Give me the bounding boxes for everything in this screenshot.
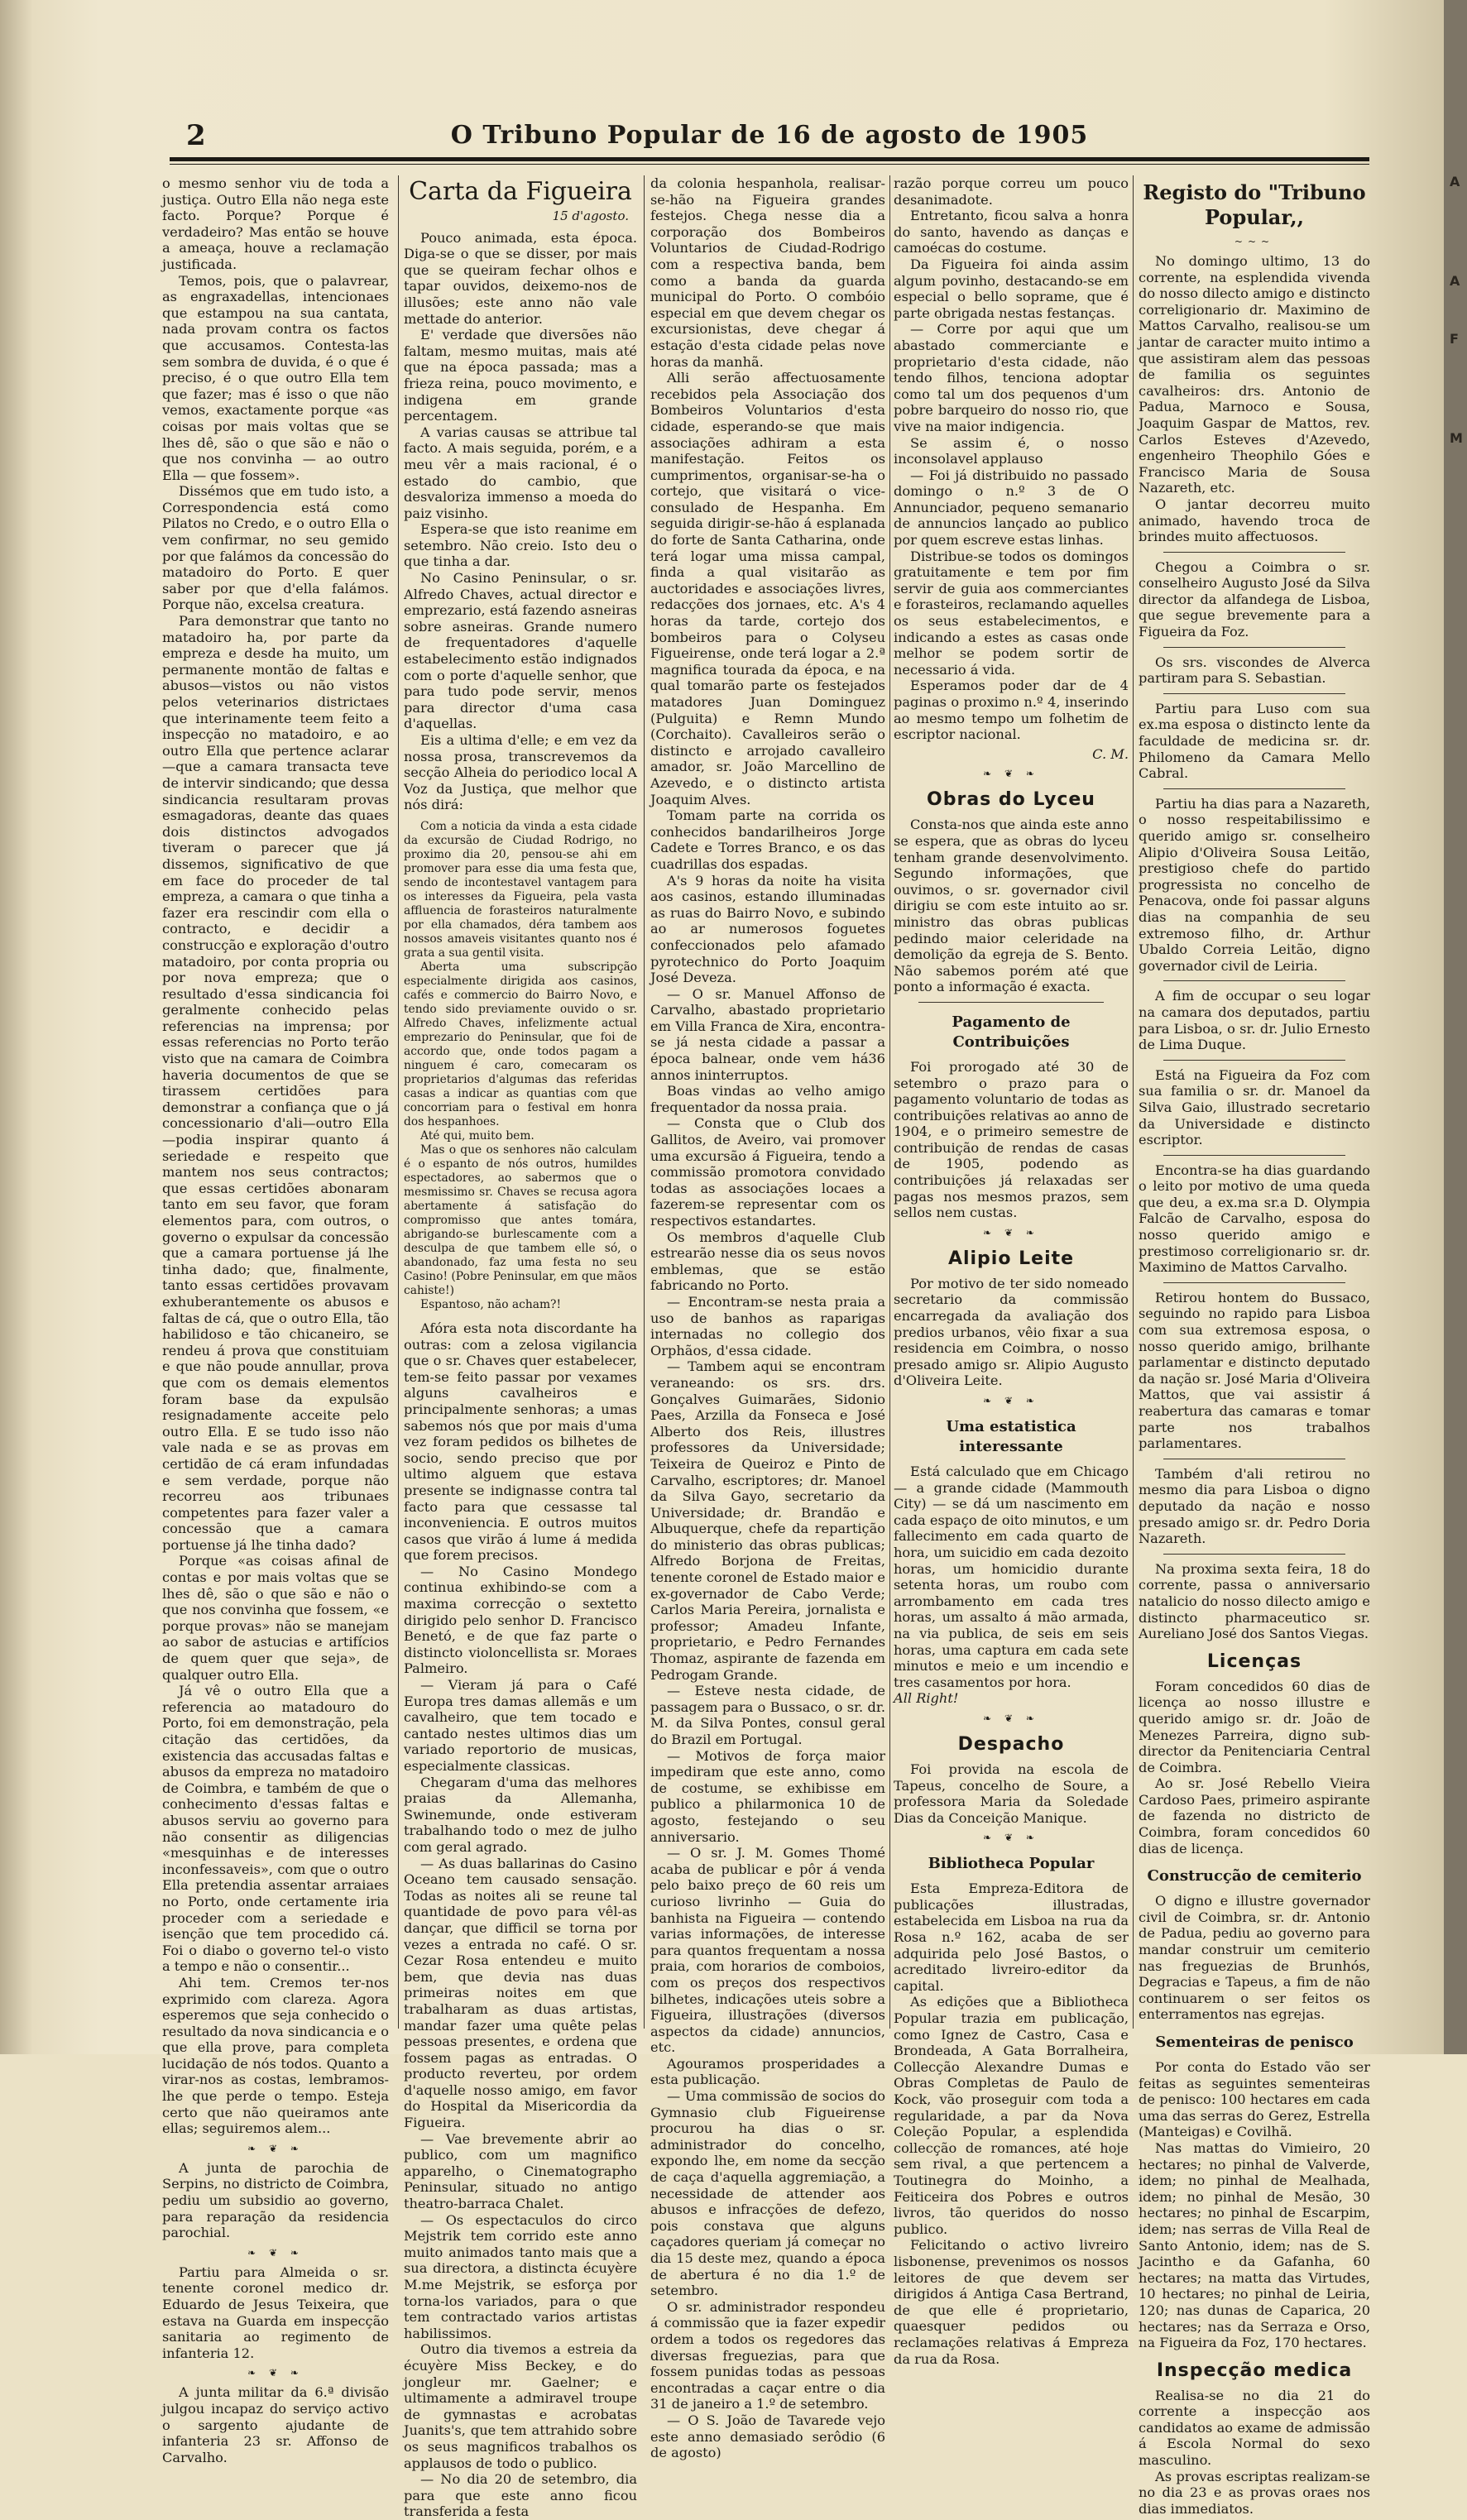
- article-paragraph: Espera-se que isto reanime em setembro. Não creio. Isto deu o que tinha a dar.: [404, 521, 637, 570]
- quote-paragraph: Aberta uma subscripção especialmente dirigida aos casinos, cafés e commercio do Bairro Novo, e tendo sido previamente ouvido o sr. Alfredo Chaves, infelizmente actual emprezario do Peninsular, que foi de accordo que, onde todos pagam a ninguem é caro, comecaram os proprietarios d'algumas das referidas casas a indicar as quantias com que concorriam para o festival em honra dos hespanhoes.: [404, 960, 637, 1128]
- page-number: 2: [186, 119, 206, 152]
- news-item: Foi prorogado até 30 de setembro o prazo para o pagamento voluntario de todas as contribuições relativas ao anno de 1904, e o primeiro semestre de contribuição de rendas de casas de 1905, podendo as contribuições já relaxadas ser pagas nos mesmos prazos, sem sellos nem custas.: [894, 1058, 1129, 1221]
- news-item: Esta Empreza-Editora de publicações illustradas, estabelecida em Lisboa na rua da Rosa n.º 162, acaba de ser adquirida pelo José Bastos, o acreditado livreiro-editor da capital.: [894, 1880, 1129, 1994]
- news-item: A junta militar da 6.ª divisão julgou incapaz do serviço activo o sargento ajudante de infanteria 23 sr. Affonso de Carvalho.: [162, 2384, 389, 2465]
- section-heading: Uma estatistica interessante: [946, 1418, 1076, 1455]
- article-paragraph: — Esteve nesta cidade, de passagem para o Bussaco, o sr. dr. M. da Silva Pontes, consul geral do Brazil em Portugal.: [650, 1683, 885, 1747]
- section-heading: Construcção de cemiterio: [1147, 1867, 1362, 1885]
- news-item: No domingo ultimo, 13 do corrente, na esplendida vivenda do nosso dilecto amigo e distincto correligionario dr. Maximino de Mattos Carvalho, realisou-se um jantar de caracter muito intimo a que assistiram alem das pessoas de familia os seguintes cavalheiros: drs. Antonio de Padua, Marnoco e Sousa, Joaquim Gaspar de Mattos, rev. Carlos Esteves d'Azevedo, engenheiro Theophilo Góes e Francisco Maria de Sousa Nazareth, etc.: [1139, 253, 1370, 496]
- divider-rule: [1163, 788, 1345, 789]
- adjacent-page-letter: A: [1450, 174, 1460, 189]
- news-item: Está na Figueira da Foz com sua familia o sr. dr. Manoel da Silva Gaio, illustrado secretario da Universidade e distincto escriptor.: [1139, 1066, 1370, 1148]
- section-heading: Licenças: [1206, 1650, 1302, 1672]
- article-paragraph: Esperamos poder dar de 4 paginas o proximo n.º 4, inserindo ao mesmo tempo um folhetim de escriptor nacional.: [894, 678, 1129, 743]
- quote-paragraph: Até qui, muito bem.: [420, 1128, 535, 1143]
- article-paragraph: — As duas ballarinas do Casino Oceano tem causado sensação. Todas as noites ali se reune tal quantidade de povo para vêl-as dançar, que difficil se torna por vezes a entrada no café. O sr. Cezar Rosa entendeu e muito bem, que devia nas duas primeiras noites em que trabalharam as duas artistas, mandar fazer uma quête pelas pessoas presentes, e ordena que fossem pagas as entradas. O producto reverteu, por ordem d'aquelle nosso amigo, em favor do Hospital da Misericordia da Figueira.: [404, 1855, 637, 2131]
- news-item: A fim de occupar o seu logar na camara dos deputados, partiu para Lisboa, o sr. dr. Julio Ernesto de Lima Duque.: [1139, 988, 1370, 1053]
- article-paragraph: E' verdade que diversões não faltam, mesmo muitas, mais até que na época passada; mas a frieza reina, pouco movimento, e indigena em grande percentagem.: [404, 327, 637, 424]
- page-binding-edge: [1444, 0, 1467, 2054]
- article-paragraph: Entretanto, ficou salva a honra do santo, havendo as danças e camoécas do costume.: [894, 208, 1129, 256]
- divider-rule: [1163, 1155, 1345, 1156]
- quote-paragraph: Com a noticia da vinda a esta cidade da excursão de Ciudad Rodrigo, no proximo dia 20, pensou-se ahi em promover para esse dia uma festa que, sendo de incontestavel vantagem para os interesses da Figueira, pela vasta affluencia de forasteiros naturalmente por ella chamados, déra tambem aos nossos amaveis visitantes quanto nos é grata a sua gentil visita.: [404, 819, 637, 960]
- article-paragraph: No Casino Peninsular, o sr. Alfredo Chaves, actual director e emprezario, está fazendo asneiras sobre asneiras. Grande numero de frequentadores d'aquelle estabelecimento estão indignados com o porte d'aquelle senhor, que para tudo pode servir, menos para director d'uma casa d'aquellas.: [404, 570, 637, 732]
- article-paragraph: — Tambem aqui se encontram veraneando: os srs. drs. Gonçalves Guimarães, Sidonio Paes, Arzilla da Fonseca e José Alberto dos Reis, illustres professores da Universidade; Teixeira de Queiroz e Pinto de Carvalho, escriptores; dr. Manoel da Silva Gayo, secretario da Universidade; dr. Brandão e Albuquerque, chefe da repartição do ministerio das obras publicas; Alfredo Borjona de Freitas, tenente coronel de Estado maior e ex-governador de Cabo Verde; Carlos Maria Pereira, jornalista e professor; Amadeu Infante, proprietario, e Pedro Fernandes Thomaz, aspirante de fazenda em Pedrogam Grande.: [650, 1358, 885, 1683]
- news-item: Foram concedidos 60 dias de licença ao nosso illustre e querido amigo sr. dr. João de Menezes Parreira, digno sub-director da Penitenciaria Central de Coimbra.: [1139, 1678, 1370, 1775]
- column-1: [162, 175, 390, 2465]
- article-paragraph: Eis a ultima d'elle; e em vez da nossa prosa, transcrevemos da secção Alheia do periodico local A Voz da Justiça, que melhor que nós dirá:: [404, 732, 637, 813]
- ornament-divider: ❧ ❦ ❧: [247, 2367, 304, 2379]
- article-paragraph: Afóra esta nota discordante ha outras: com a zelosa vigilancia que o sr. Chaves quer estabelecer, tem-se feito passar por vexames alguns cavalheiros e principalmente senhoras; a umas sabemos nós que por mais d'uma vez foram pedidos os bilhetes de socio, sendo preciso que por ultimo alguem que estava presente se indignasse contra tal facto para que cessasse tal inconveniencia. E outros muitos casos que virão á lume á medida que forem precisos.: [404, 1320, 637, 1564]
- article-paragraph: A's 9 horas da noite ha visita aos casinos, estando illuminadas as ruas do Bairro Novo, e subindo ao ar numerosos foguetes confeccionados pelo afamado pyrotechnico do Porto Joaquim José Deveza.: [650, 872, 885, 986]
- article-paragraph: — Os espectaculos do circo Mejstrik tem corrido este anno muito animados tanto mais que a sua directora, a distincta écuyère M.me Mejstrik, se esforça por torna-los variados, para o que tem contractado varios artistas habilissimos.: [404, 2211, 637, 2341]
- column-2: [404, 175, 637, 2520]
- news-item: Felicitando o activo livreiro lisbonense, prevenimos os nossos leitores de que devem ser dirigidos á Antiga Casa Bertrand, de que elle é proprietario, quaesquer pedidos ou reclamações relativas á Empreza da rua da Rosa.: [894, 2237, 1129, 2367]
- article-paragraph: — Motivos de força maior impediram que este anno, como de costume, se exhibisse em publico a philarmonica 10 de agosto, festejando o seu anniversario.: [650, 1747, 885, 1845]
- column-divider: [1133, 175, 1134, 2029]
- article-paragraph: Se assim é, o nosso inconsolavel applauso: [894, 434, 1129, 467]
- quoted-excerpt: [404, 820, 637, 1312]
- column-4: [894, 175, 1129, 2367]
- quote-paragraph: Mas o que os senhores não calculam é o espanto de nós outros, humildes espectadores, ao sabermos que o mesmissimo sr. Chaves se recusa agora abertamente á satisfação do compromisso que antes tomára, abrigando-se burlescamente com a desculpa de que tambem elle só, o abandonado, faz uma festa no seu Casino! (Pobre Peninsular, em que mãos cahiste!): [404, 1143, 637, 1297]
- news-item: Por motivo de ter sido nomeado secretario da commissão encarregada da avaliação dos predios urbanos, vêio fixar a sua residencia em Coimbra, o nosso presado amigo sr. Alipio Augusto d'Oliveira Leite.: [894, 1275, 1129, 1389]
- article-paragraph: — Encontram-se nesta praia a uso de banhos as raparigas internadas no collegio dos Orphãos, d'essa cidade.: [650, 1293, 885, 1358]
- masthead: [170, 121, 1369, 154]
- header-rule: [170, 157, 1369, 161]
- adjacent-page-letter: M: [1450, 430, 1463, 446]
- divider-rule: [1163, 1282, 1345, 1283]
- article-paragraph: Dissémos que em tudo isto, a Correspondencia está como Pilatos no Credo, e o outro Ella o vem confirmar, no seu gemido por que falámos da concessão do matadoiro do Porto. E quer saber por que d'ella falámos. Porque não, excelsa creatura.: [162, 483, 389, 613]
- news-item: Encontra-se ha dias guardando o leito por motivo de uma queda que deu, a ex.ma sr.a D. Olympia Falcão de Carvalho, esposa do nosso querido amigo e prestimoso correligionario sr. dr. Maximino de Mattos Carvalho.: [1139, 1162, 1370, 1276]
- news-item: Partiu para Almeida o sr. tenente coronel medico dr. Eduardo de Jesus Teixeira, que estava na Guarda em inspecção sanitaria ao regimento de infanteria 12.: [162, 2264, 389, 2361]
- news-item: Nas mattas do Vimieiro, 20 hectares; no pinhal de Valverde, idem; no pinhal de Mealhada, idem; no pinhal de Mesão, 30 hectares; no pinhal de Escarpim, idem; nas serras de Villa Real de Santo Antonio, idem; nas de S. Jacintho e da Gafanha, 60 hectares; na matta das Virtudes, 10 hectares; no pinhal de Leiria, 120; nas dunas de Caparica, 20 hectares; nas da Serraza e Orso, na Figueira da Foz, 170 hectares.: [1139, 2139, 1370, 2351]
- ornament-divider: ❧ ❦ ❧: [247, 2246, 304, 2259]
- news-item: Na proxima sexta feira, 18 do corrente, passa o anniversario natalicio do nosso dilecto amigo e distincto pharmaceutico sr. Aureliano José dos Santos Viegas.: [1139, 1560, 1370, 1642]
- article-paragraph: O sr. administrador respondeu á commissão que ia fazer expedir ordem a todos os regedores das diversas freguezias, para que fossem punidas todas as pessoas encontradas a caçar entre o dia 31 de janeiro a 1.º de setembro.: [650, 2298, 885, 2412]
- article-paragraph: Já vê o outro Ella que a referencia ao matadouro do Porto, foi em demonstração, pela citação das certidões, da existencia das accusadas faltas e abusos da empreza no matadoiro de Coimbra, e também de que o conhecimento d'essas faltas e abusos serviu ao governo para não consentir as diligencias «mesquinhas e de interesses inconfessaveis», com que o outro Ella pretendia assentar arraiaes no Porto, onde certamente iria proceder com a seriedade e isenção que tem procedido cá. Foi o diabo o governo tel-o visto a tempo e não o consentir...: [162, 1683, 389, 1975]
- article-paragraph: Os membros d'aquelle Club estrearão nesse dia os seus novos emblemas, que se estão fabricando no Porto.: [650, 1229, 885, 1294]
- news-item: Retirou hontem do Bussaco, seguindo no rapido para Lisboa com sua extremosa esposa, o nosso querido amigo, brilhante parlamentar e distincto deputado da nação sr. José Maria d'Oliveira Mattos, que vai assistir á reabertura das camaras e tomar parte nos trabalhos parlamentares.: [1139, 1289, 1370, 1452]
- header-rule-thin: [170, 164, 1369, 165]
- article-paragraph: Distribue-se todos os domingos gratuitamente e tem por fim servir de guia aos commerciantes e forasteiros, reclamando aquelles os seus estabelecimentos, e indicando a estes as casas onde melhor se podem sortir de necessario á vida.: [894, 548, 1129, 678]
- article-paragraph: Temos, pois, que o palavrear, as engraxadellas, intencionaes que estampou na sua cantata, nada provam contra os factos que accusamos. Contesta-las sem sombra de duvida, é o que é preciso, é o que outro Ella tem que fazer; mas é isso o que não vemos, exactamente porque «as coisas por mais voltas que se lhes dê, são o que são e não o que nos convinha — ao outro Ella — que fossem».: [162, 272, 389, 483]
- article-paragraph: — Consta que o Club dos Gallitos, de Aveiro, vai promover uma excursão á Figueira, tendo a commissão promotora convidado todas as associações locaes a fazerem-se representar com os respectivos estandartes.: [650, 1115, 885, 1229]
- article-headline: Carta da Figueira: [409, 177, 632, 206]
- section-heading: Pagamento de Contribuições: [952, 1013, 1071, 1051]
- article-paragraph: — Foi já distribuido no passado domingo o n.º 3 de O Annunciador, pequeno semanario de annuncios lançado ao publico por quem escreve estas linhas.: [894, 467, 1129, 549]
- article-paragraph: — Vieram já para o Café Europa tres damas allemãs e um cavalheiro, que tem tocado e cantado nestes ultimos dias um variado reportorio de musicas, especialmente classicas.: [404, 1677, 637, 1774]
- article-paragraph: Chegaram d'uma das melhores praias da Allemanha, Swinemunde, onde estiveram trabalhando todo o mez de julho com geral agrado.: [404, 1774, 637, 1855]
- article-paragraph: Outro dia tivemos a estreia da écuyère Miss Beckey, e do jongleur mr. Gaelner; e ultimamente a admiravel troupe de gymnastas e acrobatas Juanits's, que tem attrahido sobre os seus magnificos trabalhos os applausos de todo o publico.: [404, 2341, 637, 2471]
- article-paragraph: — O sr. Manuel Affonso de Carvalho, abastado proprietario em Villa Franca de Xira, encontra-se já nesta cidade a passar a época balnear, onde vem há36 annos ininterruptos.: [650, 985, 885, 1083]
- article-paragraph: razão porque correu um pouco desanimadote.: [894, 175, 1129, 208]
- article-paragraph: o mesmo senhor viu de toda a justiça. Outro Ella não nega este facto. Porque? Porque é verdadeiro? Mas então se houve a ameaça, houve a reclamação justificada.: [162, 175, 389, 272]
- news-item: Está calculado que em Chicago — a grande cidade (Mammouth City) — se dá um nascimento em cada espaço de oito minutos, e um fallecimento em cada quarto de hora, um suicidio em cada dezoito horas, um homicidio durante setenta horas, um roubo com arrombamento em cada tres horas, um assalto á mão armada, na via publica, de seis em seis horas, uma captura em cada sete minutos e meio e um incendio e tres casamentos por hora.: [894, 1464, 1129, 1690]
- divider-rule: [1163, 1554, 1345, 1555]
- article-paragraph: Tomam parte na corrida os conhecidos bandarilheiros Jorge Cadete e Torres Branco, e os das cuadrillas dos espadas.: [650, 807, 885, 872]
- news-item: O digno e illustre governador civil de Coimbra, sr. dr. Antonio de Padua, pediu ao governo para mandar construir um cemiterio nas freguezias de Brunhós, Degracias e Tapeus, a fim de não continuarem o ser feitos os enterramentos nas egrejas.: [1139, 1893, 1370, 2023]
- article-paragraph: Agouramos prosperidades a esta publicação.: [650, 2055, 885, 2088]
- article-paragraph: — Uma commissão de socios do Gymnasio club Figueirense procurou ha dias o sr. administrador do concelho, expondo lhe, em nome da secção de caça d'aquella aggremiação, a necessidade de attender aos abusos e infracções de defezo, pois constava que alguns caçadores queriam já começar no dia 15 deste mez, quando a época de abertura é no dia 1.º de setembro.: [650, 2088, 885, 2299]
- newspaper-title: O Tribuno Popular de 16 de agosto de 1905: [450, 121, 1089, 150]
- section-heading: Bibliotheca Popular: [928, 1855, 1095, 1873]
- section-heading: Sementeiras de penisco: [1155, 2034, 1354, 2051]
- quote-paragraph: Espantoso, não acham?!: [420, 1297, 561, 1311]
- article-paragraph: Boas vindas ao velho amigo frequentador da nossa praia.: [650, 1083, 885, 1115]
- divider-rule: [1163, 980, 1345, 981]
- adjacent-page-letter: A: [1450, 273, 1460, 289]
- section-heading: Despacho: [957, 1733, 1065, 1755]
- article-paragraph: — O S. João de Tavarede vejo este anno demasiado serôdio (6 de agosto): [650, 2412, 885, 2461]
- news-item: Partiu ha dias para a Nazareth, o nosso respeitabilissimo e querido amigo sr. conselheiro Alipio d'Oliveira Sousa Leitão, prestigioso chefe do partido progressista no concelho de Penacova, onde foi passar alguns dias na companhia de seu extremoso filho, dr. Arthur Ubaldo Correia Leitão, digno governador civil de Leiria.: [1139, 795, 1370, 974]
- ornament-divider: ~~~: [1234, 236, 1275, 247]
- divider-rule: [918, 1002, 1104, 1003]
- news-item: As edições que a Bibliotheca Popular trazia em publicação, como Ignez de Castro, Casa e Brondeada, A Gata Borralheira, Collecção Alexandre Dumas e Obras Completas de Paulo de Kock, vão proseguir com toda a regularidade, a par da Nova Coleção Popular, a esplendida collecção de romances, até hoje sem rival, a que pertencem a Toutinegra do Moinho, a Feiticeira dos Pobres e outros livros, tão queridos do nosso publico.: [894, 1994, 1129, 2237]
- news-item: A junta de parochia de Serpins, no districto de Coimbra, pediu um subsidio ao governo, para reparação da residencia parochial.: [162, 2159, 389, 2241]
- column-5: [1139, 175, 1370, 2517]
- article-paragraph: da colonia hespanhola, realisar-se-hão na Figueira grandes festejos. Chega nesse dia a corporação dos Bombeiros Voluntarios de Ciudad-Rodrigo com a respectiva banda, bem como a banda da guarda municipal do Porto. O combóio especial em que devem chegar os excursionistas, deve chegar á estação d'esta cidade pelas nove horas da manhã.: [650, 175, 885, 370]
- divider-rule: [1163, 1060, 1345, 1061]
- ornament-divider: ❧ ❦ ❧: [983, 768, 1039, 780]
- article-paragraph: Para demonstrar que tanto no matadoiro ha, por parte da empreza e desde ha muito, um permanente montão de faltas e abusos—vistos ou não vistos pelos veterinarios districtaes que interinamente teem feito a inspecção no matadoiro, e ao outro Ella que pertence aclarar—que a camara transacta teve de intervir sindicando; que dessa sindicancia resultaram provas esmagadoras, deante das quaes dois distinctos advogados tiveram o parecer que já dissemos, significativo de que em face do proceder de tal empreza, a camara o que tinha a fazer era rescindir com ella o contracto, e decidir a construcção e exploração d'outro matadoiro, por conta propria ou por nova empreza; que o resultado d'essa sindicancia foi geralmente conhecido pelas referencias na imprensa; por essas referencias no Porto terão visto que na camara de Coimbra haveria documentos de que se tirassem certidões para demonstrar a confiança que o já concessionario d'ali—outro Ella—podia inspirar quanto á seriedade e respeito que mantem nos seus contractos; que essas certidões abonaram tanto em seu favor, que foram elementos para, com outros, o governo o expulsar da concessão que a camara portuense já lhe tinha dado; que, finalmente, tanto essas certidões provavam exhuberantemente os abusos e faltas de cá, que o outro Ella, tão habilidoso e tão chicaneiro, se rendeu á prova que constituiam e que não poude annullar, prova que com os demais elementos foram base da expulsão resignadamente acceite pelo outro Ella. E se tudo isso não vale nada e se as provas em certidão de cá eram infundadas e sem verdade, porque não recorreu aos tribunaes competentes para fazer valer a concessão que a camara portuense já lhe tinha dado?: [162, 613, 389, 1553]
- section-heading: Inspecção medica: [1156, 2360, 1353, 2381]
- news-item: Ao sr. José Rebello Vieira Cardoso Paes, primeiro aspirante de fazenda no districto de Coimbra, foram concedidos 60 dias de licença.: [1139, 1775, 1370, 1856]
- divider-rule: [1163, 647, 1345, 648]
- ornament-divider: ❧ ❦ ❧: [983, 1832, 1039, 1844]
- divider-rule: [1163, 552, 1345, 553]
- section-heading: Obras do Lyceu: [927, 789, 1095, 811]
- column-divider: [889, 175, 890, 2029]
- news-item: Os srs. viscondes de Alverca partiram para S. Sebastian.: [1139, 654, 1370, 687]
- article-paragraph: — No dia 20 de setembro, dia para que este anno ficou transferida a festa: [404, 2471, 637, 2520]
- article-paragraph: — Corre por aqui que um abastado commerciante e proprietario d'esta cidade, não tendo filhos, tenciona adoptar como tal um dos pequenos d'um pobre barqueiro do nosso rio, que vive na maior indigencia.: [894, 321, 1129, 434]
- article-paragraph: Pouco animada, esta época. Diga-se o que se disser, por mais que se queiram fechar olhos e tapar ouvidos, deixemo-nos de illusões; este anno não vale mettade do anterior.: [404, 229, 637, 327]
- news-item: O jantar decorreu muito animado, havendo troca de brindes muito affectuosos.: [1139, 496, 1370, 545]
- adjacent-page-letter: F: [1450, 331, 1459, 347]
- article-paragraph: Alli serão affectuosamente recebidos pela Associação dos Bombeiros Voluntarios d'esta cidade, esperando-se que mais associações adhiram a esta manifestação. Feitos os cumprimentos, organisar-se-ha o cortejo, que visitará o vice-consulado de Hespanha. Em seguida dirigir-se-hão á esplanada do forte de Santa Catharina, onde terá logar uma missa campal, finda a qual visitarão as auctoridades e associações livres, redacções dos jornaes, etc. A's 4 horas da tarde, cortejo dos bombeiros para o Colyseu Figueirense, onde terá logar a 2.ª magnifica tourada da época, e na qual tomarão parte os festejados matadores Juan Dominguez (Pulguita) e Remn Mundo (Corchaito). Cavalleiros serão o distincto e arrojado cavalleiro amador, sr. João Marcellino de Azevedo, e o distincto artista Joaquim Alves.: [650, 370, 885, 807]
- column-divider: [644, 175, 645, 2029]
- section-title: Registo do "Tribuno Popular,,: [1143, 180, 1366, 229]
- ornament-divider: ❧ ❦ ❧: [983, 1226, 1039, 1238]
- column-divider: [398, 175, 399, 2029]
- news-item-closing: All Right!: [894, 1690, 959, 1707]
- news-item: Também d'ali retirou no mesmo dia para Lisboa o digno deputado da nação e nosso presado amigo sr. dr. Pedro Doria Nazareth.: [1139, 1465, 1370, 1547]
- ornament-divider: ❧ ❦ ❧: [983, 1712, 1039, 1724]
- news-item: Por conta do Estado vão ser feitas as seguintes sementeiras de penisco: 100 hectares em cada uma das serras do Gerez, Estrella (Manteigas) e Covilhã.: [1139, 2059, 1370, 2140]
- column-3: [650, 175, 885, 2461]
- article-paragraph: — O sr. J. M. Gomes Thomé acaba de publicar e pôr á venda pelo baixo preço de 60 reis um curioso livrinho — Guia do banhista na Figueira — contendo varias informações, de interesse para quantos frequentam a nossa praia, com horarios de comboios, com os preços dos respectivos bilhetes, indicações uteis sobre a Figueira, illustrações (diversos aspectos da cidade) annuncios, etc.: [650, 1845, 885, 2056]
- ornament-divider: ❧ ❦ ❧: [247, 2142, 304, 2154]
- article-signature: C. M.: [1092, 745, 1129, 762]
- news-item: Consta-nos que ainda este anno se espera, que as obras do lyceu tenham grande desenvolvimento. Segundo informações, que ouvimos, o sr. governador civil dirigiu se com este intuito ao sr. ministro das obras publicas pedindo maior celeridade na demolição da egreja de S. Bento. Não sabemos porém até que ponto a informação é exacta.: [894, 817, 1129, 995]
- section-heading: Alipio Leite: [947, 1248, 1075, 1269]
- article-paragraph: Da Figueira foi ainda assim algum povinho, destacando-se em especial o bello soprame, que é parte obrigada nestas festanças.: [894, 256, 1129, 321]
- article-paragraph: — No Casino Mondego continua exhibindo-se com a maxima correcção o sextetto dirigido pelo senhor D. Francisco Benetó, e de que faz parte o distincto violoncellista sr. Moraes Palmeiro.: [404, 1563, 637, 1677]
- news-item: Foi provida na escola de Tapeus, concelho de Soure, a professora Maria da Soledade Dias da Conceição Manique.: [894, 1761, 1129, 1826]
- news-item: Chegou a Coimbra o sr. conselheiro Augusto José da Silva director da alfandega de Lisboa, que segue brevemente para a Figueira da Foz.: [1139, 558, 1370, 640]
- news-item: As provas escriptas realizam-se no dia 23 e as provas oraes nos dias immediatos.: [1139, 2468, 1370, 2517]
- news-item: Partiu para Luso com sua ex.ma esposa o distincto lente da faculdade de medicina sr. dr. Philomeno da Camara Mello Cabral.: [1139, 700, 1370, 782]
- ornament-divider: ❧ ❦ ❧: [983, 1395, 1039, 1406]
- news-item: Realisa-se no dia 21 do corrente a inspecção aos candidatos ao exame de admissão á Escola Normal do sexo masculino.: [1139, 2387, 1370, 2469]
- article-dateline: 15 d'agosto.: [552, 208, 629, 223]
- article-paragraph: A varias causas se attribue tal facto. A mais seguida, porém, e a meu vêr a mais racional, é o estado do cambio, que desvaloriza immenso a moeda do paiz visinho.: [404, 424, 637, 521]
- article-paragraph: — Vae brevemente abrir ao publico, com um magnifico apparelho, o Cinematographo Peninsular, situado no antigo theatro-barraca Chalet.: [404, 2130, 637, 2212]
- article-paragraph: Ahi tem. Cremos ter-nos exprimido com clareza. Agora esperemos que seja conhecido o resultado da nova sindicancia e o que ella prove, para completa lucidação de nós todos. Quanto a virar-nos as costas, lembramos-lhe que perde o tempo. Esteja certo que não queiramos ante ellas; seguiremos alem...: [162, 1974, 390, 2137]
- divider-rule: [1163, 693, 1345, 694]
- article-paragraph: Porque «as coisas afinal de contas e por mais voltas que se lhes dê, são o que são e não o que nos convinha que fossem, «e porque provas» não se manejam ao sabor de astucias e artifícios de quem quer que seja», de qualquer outro Ella.: [162, 1553, 389, 1683]
